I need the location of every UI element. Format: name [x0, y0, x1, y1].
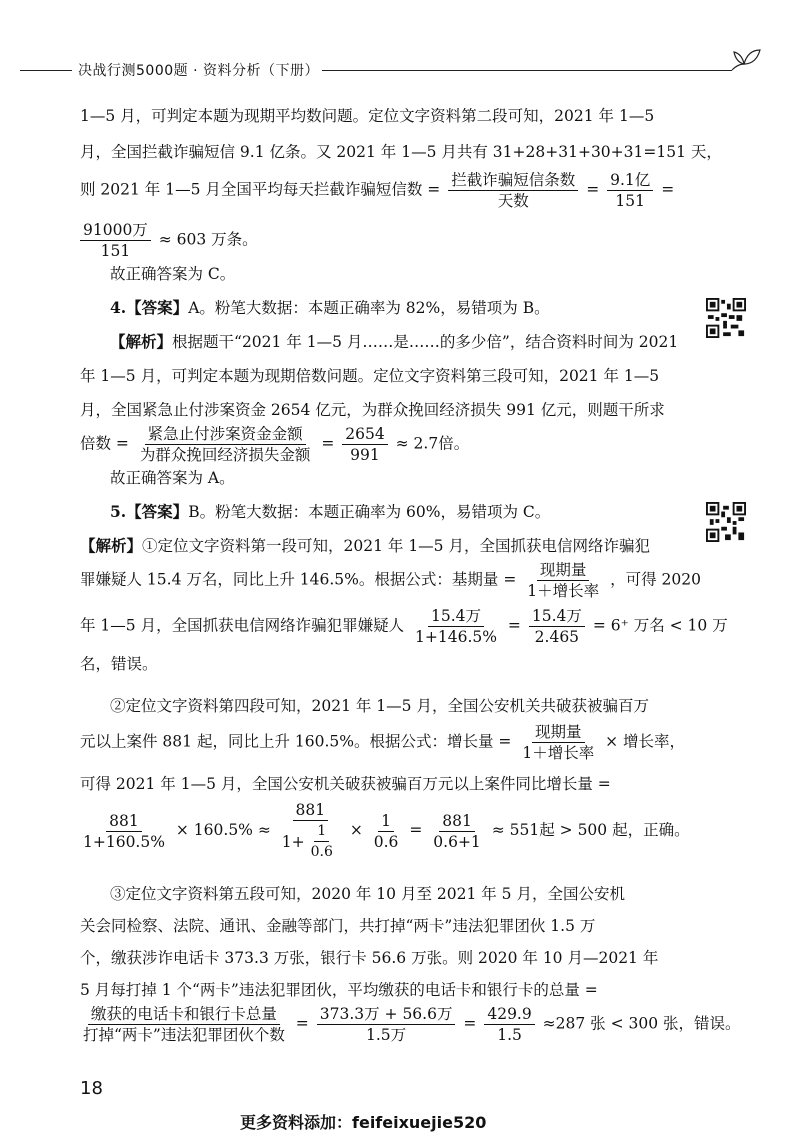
numerator: 现期量 [537, 560, 590, 581]
text-line [80, 394, 665, 426]
denominator: 0.6 [373, 832, 399, 851]
denominator: 打掉“两卡”违法犯罪团伙个数 [83, 1026, 285, 1044]
inner-fraction [308, 821, 336, 862]
text-line [80, 942, 658, 974]
numerator: 15.4万 [529, 606, 585, 627]
equals: = [295, 1014, 309, 1033]
line-18-text: 元以上案件 881 起，同比上升 160.5%。根据公式：增长量 = [80, 732, 512, 751]
answer-text: B。粉笔大数据：本题正确率为 60%，易错项为 C。 [188, 503, 551, 521]
result: ≈ 2.7倍。 [395, 434, 470, 453]
line-9: 月，全国紧急止付涉案资金 2654 亿元，为群众挽回经济损失 991 亿元，则题干所求 [80, 401, 665, 419]
denominator: 天数 [497, 192, 529, 210]
analysis-text: ①定位文字资料第一段可知，2021 年 1—5 月，全国抓获电信网络诈骗犯 [142, 537, 650, 555]
text-line [80, 424, 469, 465]
numerator: 1 [378, 811, 394, 832]
text-line [80, 360, 659, 392]
line-10-text: 倍数 = [80, 434, 129, 453]
text-line [80, 100, 654, 132]
line-17: ②定位文字资料第四段可知，2021 年 1—5 月，全国公安机关共破获被骗百万 [110, 697, 649, 715]
times: × [349, 821, 363, 839]
answer-line: 故正确答案为 A。 [110, 469, 235, 487]
text-line [80, 800, 690, 862]
fraction [524, 560, 602, 601]
fraction [317, 1004, 456, 1045]
header-rule-right [322, 70, 732, 71]
denominator: 1.5万 [366, 1026, 407, 1044]
numerator: 1 [314, 821, 329, 842]
numerator: 缴获的电话卡和银行卡总量 [88, 1004, 280, 1025]
numerator: 15.4万 [428, 606, 484, 627]
qr-code-icon[interactable] [706, 502, 746, 542]
answer-label: 4.【答案】 [110, 298, 189, 317]
denominator: 151 [615, 192, 645, 210]
numerator: 9.1亿 [607, 170, 653, 191]
text-line [80, 530, 650, 562]
line-19: 可得 2021 年 1—5 月，全国公安机关破获被骗百万元以上案件同比增长量 = [80, 775, 611, 793]
line-2: 月，全国拦截诈骗短信 9.1 亿条。又 2021 年 1—5 月共有 31+28+31+30+31=151 天， [80, 143, 722, 161]
text-line [80, 462, 235, 494]
text-line [80, 258, 235, 290]
text-line [80, 722, 685, 763]
line-3-text: 则 2021 年 1—5 月全国平均每天拦截诈骗短信数 = [80, 180, 441, 199]
fraction [484, 1004, 534, 1045]
numerator: 紧急止付涉案资金金额 [145, 424, 306, 445]
text-line [80, 1004, 741, 1045]
line-18-tail: × 增长率， [605, 732, 686, 751]
fraction [448, 170, 578, 211]
denominator-prefix: 1+ [281, 832, 305, 851]
line-4-text: ≈ 603 万条。 [158, 230, 258, 249]
denominator: 1+160.5% [83, 832, 165, 851]
numerator: 881 [439, 811, 475, 832]
line-14-tail: ，可得 2020 [610, 570, 701, 589]
running-header [0, 56, 800, 86]
fraction [137, 424, 314, 465]
denominator: 1+146.5% [415, 628, 497, 646]
equals: = [409, 821, 423, 839]
line-16: 名，错误。 [80, 655, 158, 673]
line-21: ③定位文字资料第五段可知，2020 年 10 月至 2021 年 5 月，全国公安机 [110, 885, 625, 903]
text-line [80, 768, 611, 800]
text-line [80, 496, 550, 528]
result: ≈ 551起 > 500 起，正确。 [491, 821, 690, 839]
multiply-text: × 160.5% ≈ [175, 821, 271, 839]
numerator: 2654 [342, 424, 387, 445]
fraction [80, 1004, 288, 1045]
fraction [80, 811, 168, 852]
numerator: 881 [293, 800, 329, 821]
line-14-text: 罪嫌疑人 15.4 万名，同比上升 146.5%。根据公式：基期量 = [80, 570, 517, 589]
text-line [80, 326, 678, 358]
text-line [80, 690, 649, 722]
denominator: 0.6 [310, 844, 333, 860]
nested-fraction [279, 800, 342, 862]
sprout-icon [728, 42, 764, 72]
denominator: 1＋增长率 [522, 744, 595, 762]
denominator: 1＋增长率 [527, 582, 600, 600]
line-23: 个，缴获涉诈电话卡 373.3 万张，银行卡 56.6 万张。则 2020 年 10 月—2021 年 [80, 949, 659, 967]
denominator: 为群众挽回经济损失金额 [139, 446, 311, 464]
line-15-text: 年 1—5 月，全国抓获电信网络诈骗犯罪嫌疑人 [80, 616, 405, 635]
denominator [279, 821, 342, 862]
fraction [371, 811, 402, 852]
numerator: 373.3万 + 56.6万 [317, 1004, 456, 1025]
answer-label: 5.【答案】 [110, 502, 189, 521]
fraction [607, 170, 653, 211]
analysis-label: 【解析】 [110, 332, 173, 351]
analysis-label: 【解析】 [80, 536, 143, 555]
answer-text: A。粉笔大数据：本题正确率为 82%，易错项为 B。 [188, 299, 550, 317]
line-1: 1—5 月，可判定本题为现期平均数问题。定位文字资料第二段可知，2021 年 1—5 [80, 107, 655, 125]
header-title: 决战行测5000题 · 资料分析（下册） [78, 63, 319, 79]
result: = 6⁺ 万名 < 10 万 [592, 616, 728, 635]
equals: = [586, 180, 600, 199]
numerator: 91000万 [80, 220, 151, 241]
fraction [342, 424, 387, 465]
text-line [80, 606, 728, 647]
fraction [80, 220, 151, 261]
line-8: 年 1—5 月，可判定本题为现期倍数问题。定位文字资料第三段可知，2021 年 1—5 [80, 367, 660, 385]
answer-line: 故正确答案为 C。 [110, 265, 236, 283]
fraction [412, 606, 500, 647]
header-rule-left [20, 70, 72, 71]
text-line [80, 974, 598, 1006]
denominator: 1.5 [497, 1026, 522, 1044]
equals: = [321, 434, 335, 453]
numerator: 429.9 [484, 1004, 534, 1025]
footer-note: 更多资料添加：feifeixuejie520 [240, 1113, 487, 1132]
equals: = [507, 616, 521, 635]
numerator: 881 [106, 811, 142, 832]
text-line [80, 910, 595, 942]
text-line [80, 170, 674, 211]
denominator: 991 [350, 446, 380, 464]
text-line [80, 878, 625, 910]
result: ≈287 张 < 300 张，错误。 [542, 1014, 741, 1033]
line-22: 关会同检察、法院、通讯、金融等部门，共打掉“两卡”违法犯罪团伙 1.5 万 [80, 917, 596, 935]
equals: = [661, 180, 675, 199]
text-line [80, 560, 701, 601]
denominator: 2.465 [534, 628, 580, 646]
text-line [80, 648, 158, 680]
equals: = [463, 1014, 477, 1033]
fraction [430, 811, 484, 852]
denominator: 151 [100, 242, 131, 260]
page-number: 18 [80, 1078, 103, 1099]
fraction [529, 606, 585, 647]
fraction [519, 722, 597, 763]
text-line [80, 292, 550, 324]
analysis-text: 根据题干“2021 年 1—5 月……是……的多少倍”，结合资料时间为 2021 [172, 333, 679, 351]
denominator: 0.6+1 [433, 832, 481, 851]
line-24: 5 月每打掉 1 个“两卡”违法犯罪团伙，平均缴获的电话卡和银行卡的总量 = [80, 981, 598, 999]
text-line [80, 136, 722, 168]
numerator: 拦截诈骗短信条数 [448, 170, 578, 191]
text-line [80, 220, 258, 261]
numerator: 现期量 [532, 722, 585, 743]
qr-code-icon[interactable] [706, 298, 746, 338]
